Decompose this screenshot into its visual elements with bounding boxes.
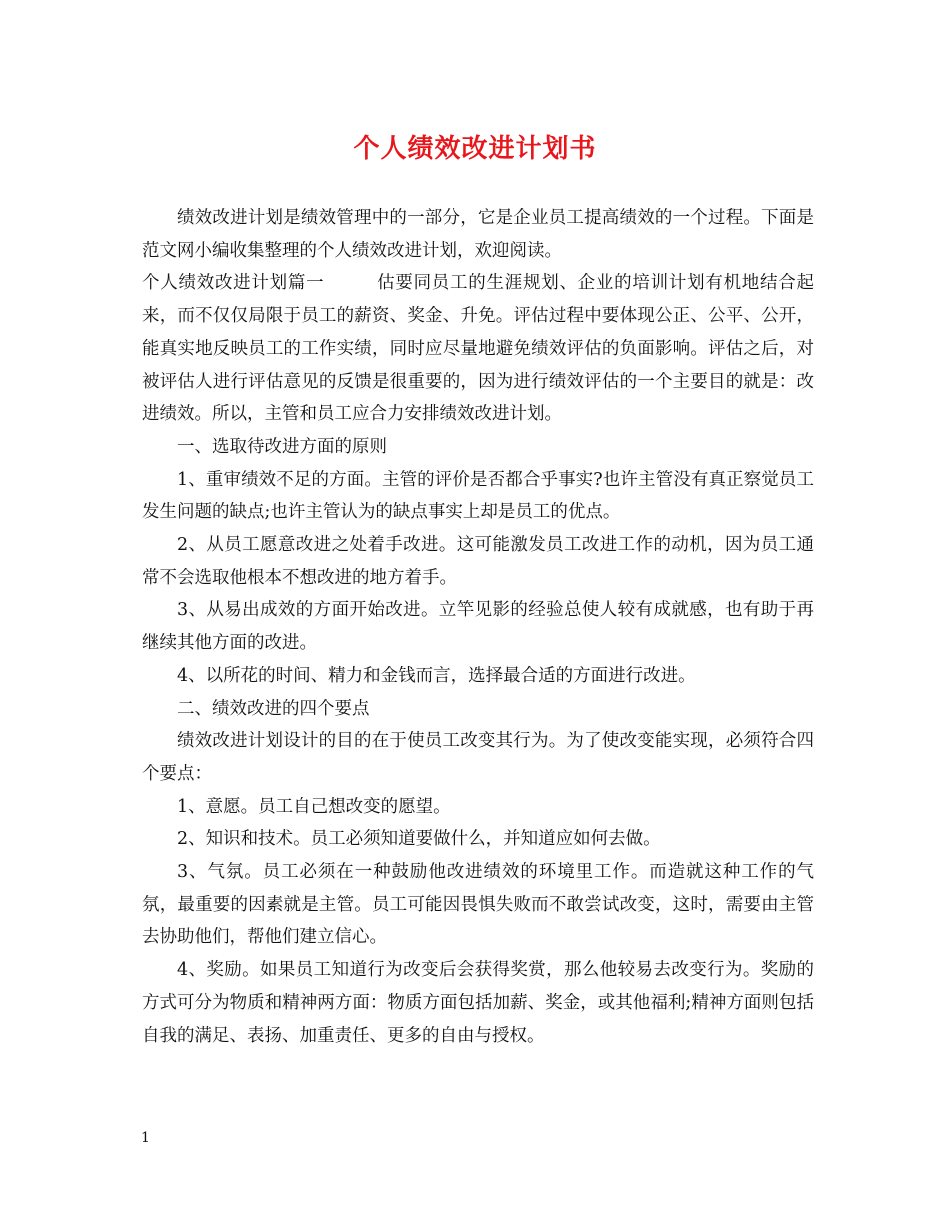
page-number: 1 <box>141 1130 150 1146</box>
key-point-item-4: 4、奖励。如果员工知道行为改变后会获得奖赏，那么他较易去改变行为。奖励的方式可分为物质和精神两方面：物质方面包括加薪、奖金，或其他福利;精神方面则包括自我的满足、表扬、加重责任、更多的自由与授权。 <box>142 960 814 1046</box>
heading-principles: 一、选取待改进方面的原则 <box>177 436 387 457</box>
key-points-intro: 绩效改进计划设计的目的在于使员工改变其行为。为了使改变能实现，必须符合四个要点： <box>142 731 814 784</box>
key-point-item-2: 2、知识和技术。员工必须知道要做什么，并知道应如何去做。 <box>177 829 661 850</box>
key-point-item-3: 3、气氛。员工必须在一种鼓励他改进绩效的环境里工作。而造就这种工作的气氛，最重要的因素就是主管。员工可能因畏惧失败而不敢尝试改变，这时，需要由主管去协助他们，帮他们建立信心。 <box>142 862 814 948</box>
heading-key-points: 二、绩效改进的四个要点 <box>177 698 370 719</box>
section-label: 个人绩效改进计划篇一 <box>142 273 325 294</box>
document-title: 个人绩效改进计划书 <box>353 134 597 164</box>
principle-item-2: 2、从员工愿意改进之处着手改进。这可能激发员工改进工作的动机，因为员工通常不会选取他根本不想改进的地方着手。 <box>142 535 814 588</box>
principle-item-4: 4、以所花的时间、精力和金钱而言，选择最合适的方面进行改进。 <box>177 665 696 686</box>
intro-paragraph: 绩效改进计划是绩效管理中的一部分，它是企业员工提高绩效的一个过程。下面是范文网小编收集整理的个人绩效改进计划，欢迎阅读。 <box>142 208 814 261</box>
section-text: 估要同员工的生涯规划、企业的培训计划有机地结合起来，而不仅仅局限于员工的薪资、奖金、升免。评估过程中要体现公正、公平、公开，能真实地反映员工的工作实绩，同时应尽量地避免绩效评估的负面影响。评估之后，对被评估人进行评估意见的反馈是很重要的，因为进行绩效评估的一个主要目的就是：改进绩效。所以，主管和员工应合力安排绩效改进计划。 <box>142 273 815 425</box>
document-body <box>142 202 814 1052</box>
principle-item-1: 1、重审绩效不足的方面。主管的评价是否都合乎事实?也许主管没有真正察觉员工发生问题的缺点;也许主管认为的缺点事实上却是员工的优点。 <box>142 469 814 523</box>
section-paragraph <box>142 267 814 431</box>
key-point-item-1: 1、意愿。员工自己想改变的愿望。 <box>177 796 451 817</box>
principle-item-3: 3、从易出成效的方面开始改进。立竿见影的经验总使人较有成就感，也有助于再继续其他方面的改进。 <box>142 600 814 654</box>
